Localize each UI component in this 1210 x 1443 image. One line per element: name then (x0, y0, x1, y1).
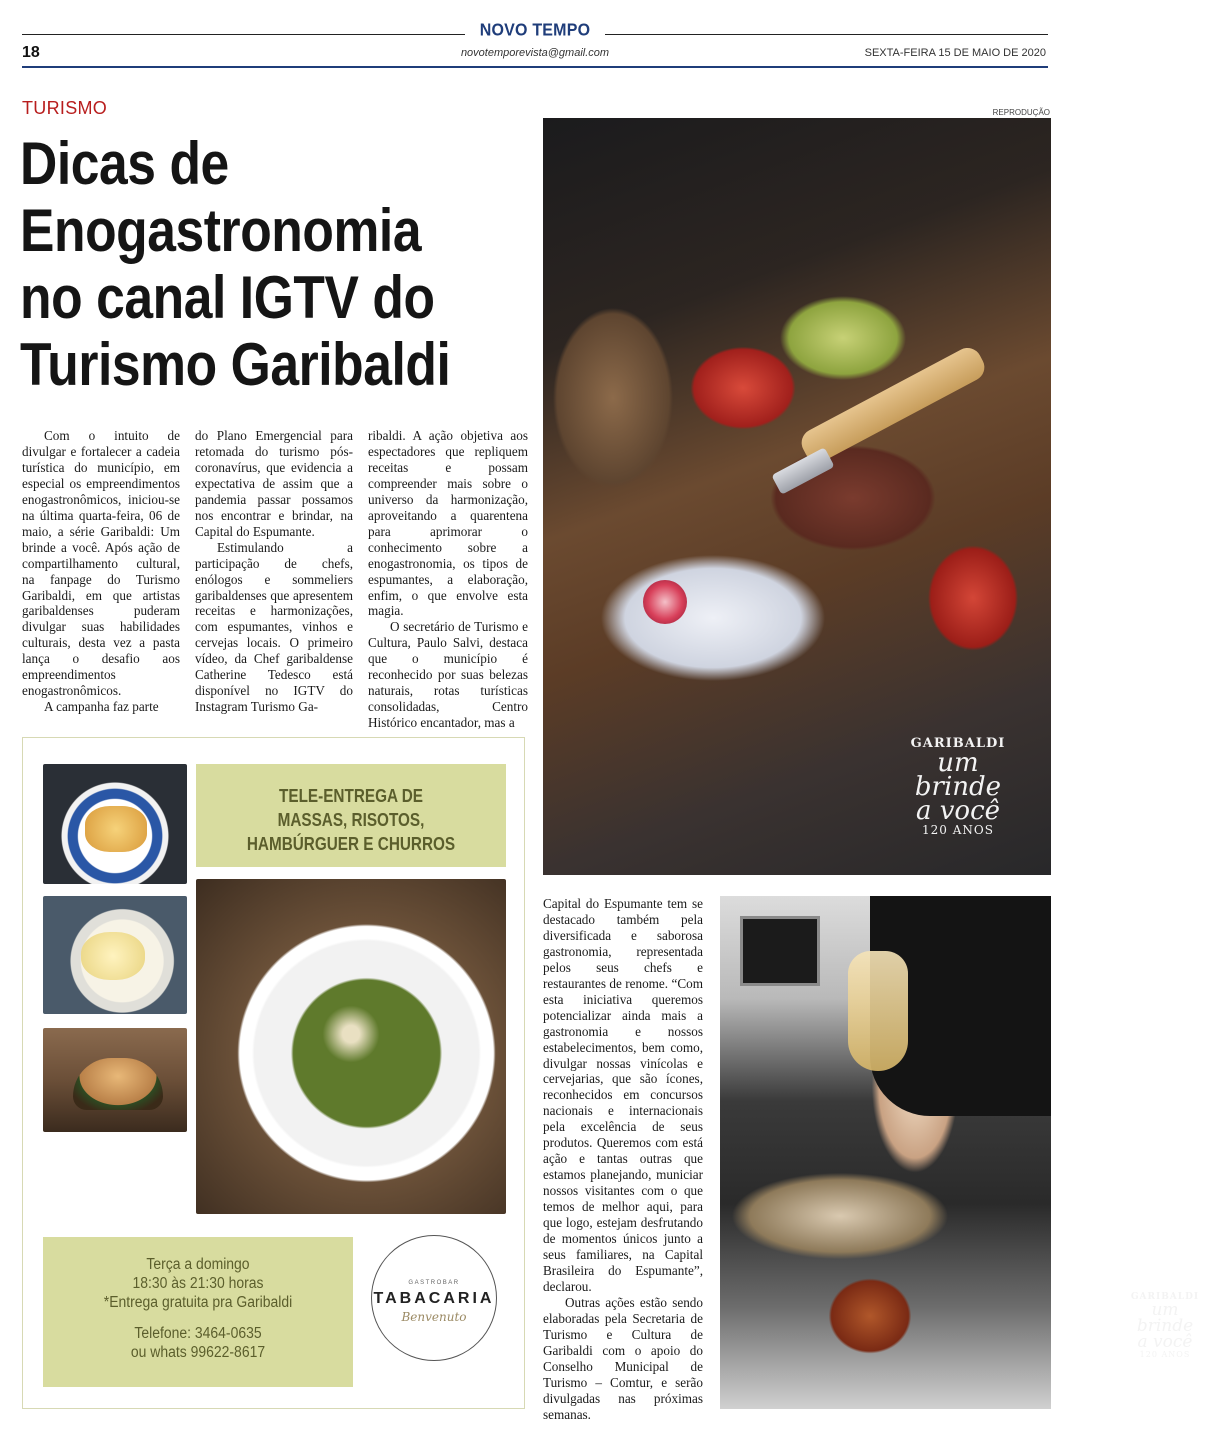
paragraph: Com o intuito de divulgar e fortalecer a cadeia turística do município, em especial os empreendimentos enogastronômicos, iniciou-se na última quarta-feira, 06 de maio, a série Garibaldi: Um brinde a você. Após ação de compartilhamento cultural, na fanpage do Turismo Garibaldi, em que artistas garibaldenses puderam divulgar suas habilidades culturais, desta vez a pasta lança o desafio aos empreendimentos enogastronômicos. (22, 428, 180, 699)
garibaldi-badge-small: GARIBALDI um brinde a você 120 ANOS (1130, 1292, 1200, 1359)
paragraph: ribaldi. A ação objetiva aos espectadores que repliquem receitas e possam compreender mais sobre o universo da harmonização, aproveitando a quarentena para aprimorar o conhecimento sobre a enogastronomia, os tipos de espumantes, a elaboração, enfim, o que envolve esta magia. (368, 428, 528, 619)
paragraph: Estimulando a participação de chefs, enólogos e sommeliers garibaldenses que apresentem receitas e harmonizações, com espumantes, vinhos e cervejas locais. O primeiro vídeo, da Chef garibaldense Catherine Tedesco está disponível no IGTV do Instagram Turismo Ga- (195, 539, 353, 715)
cheese-fork-shape (771, 447, 834, 495)
espumante-toast-photo (720, 896, 1200, 1409)
green-pasta-photo (196, 879, 506, 1214)
logo-script: Benvenuto (401, 1310, 467, 1324)
burger-photo (43, 1028, 187, 1132)
ad-hours-line: 18:30 às 21:30 horas (132, 1275, 264, 1292)
masthead: NOVO TEMPO (465, 21, 605, 41)
article-column-1 (22, 428, 180, 715)
page-number: 18 (22, 44, 40, 61)
logo-name: TABACARIA (373, 1290, 495, 1307)
ad-hours-line: *Entrega gratuita pra Garibaldi (103, 1294, 293, 1311)
ravioli-photo (43, 764, 187, 884)
ad-headline-box (196, 764, 506, 867)
garibaldi-badge: GARIBALDI um brinde a você 120 ANOS (910, 736, 1006, 837)
paragraph: Outras ações estão sendo elaboradas pela Secretaria de Turismo e Cultura de Garibaldi com o apoio do Conselho Municipal de Turismo – Comtur, e serão divulgadas nas próximas semanas. (543, 1294, 703, 1422)
tabacaria-logo (371, 1235, 497, 1361)
cheese-board-photo (543, 118, 1051, 875)
issue-date: SEXTA-FEIRA 15 DE MAIO DE 2020 (864, 47, 1046, 59)
photo-credit: REPRODUÇÃO (992, 108, 1050, 117)
ad-phone[interactable]: Telefone: 3464-0635 (134, 1325, 262, 1342)
logo-subtitle: GASTROBAR (408, 1280, 460, 1286)
ad-title-line: MASSAS, RISOTOS, (277, 810, 425, 830)
header-rule-blue (22, 66, 1048, 68)
ad-hours-box (43, 1237, 353, 1387)
ad-whatsapp[interactable]: ou whats 99622-8617 (130, 1344, 266, 1361)
paragraph: O secretário de Turismo e Cultura, Paulo Salvi, destaca que o município é reconhecido por suas belezas naturais, rotas turísticas consolidadas, Centro Histórico encantador, mas a (368, 619, 528, 731)
article-column-2 (195, 428, 353, 715)
ad-title-line: HAMBÚRGUER E CHURROS (246, 834, 456, 854)
article-column-4 (543, 896, 703, 1422)
paragraph: A campanha faz parte (44, 699, 159, 715)
ad-title-line: TELE-ENTREGA DE (279, 786, 423, 806)
contact-email[interactable]: novotemporevista@gmail.com (460, 47, 610, 59)
article-column-3 (368, 428, 528, 731)
rose-shape (643, 580, 687, 624)
cheese-knife-shape (797, 343, 990, 467)
headline: Dicas de Enogastronomia no canal IGTV do Turismo Garibaldi (20, 130, 451, 398)
ad-hours-line: Terça a domingo (146, 1256, 250, 1273)
sparkling-glass-shape (848, 951, 908, 1071)
oven-shape (740, 916, 820, 986)
tabacaria-advertisement (22, 737, 525, 1409)
paragraph: Capital do Espumante tem se destacado também pela diversificada e saborosa gastronomia, representada pelos seus chefs e restaurantes de renome. “Com esta iniciativa queremos potencializar ainda mais a gastronomia e nossos estabelecimentos, bem como, divulgar nossas vinícolas e cervejarias, que são ícones, reconhecidos em concursos nacionais e internacionais pela excelência de seus produtos. Queremos com está ação e tantas outras que estamos planejando, municiar nossos visitantes com o que temos de melhor aqui, para que logo, estejam desfrutando de momentos únicos junto a seus familiares, na Capital Brasileira do Espumante”, declarou. (543, 896, 703, 1294)
paragraph: do Plano Emergencial para retomada do turismo pós-coronavírus, que evidencia a expectativa de assim que a pandemia passar possamos nos encontrar e brindar, na Capital do Espumante. (195, 428, 353, 539)
gnocchi-photo (43, 896, 187, 1014)
section-label: TURISMO (22, 98, 108, 118)
